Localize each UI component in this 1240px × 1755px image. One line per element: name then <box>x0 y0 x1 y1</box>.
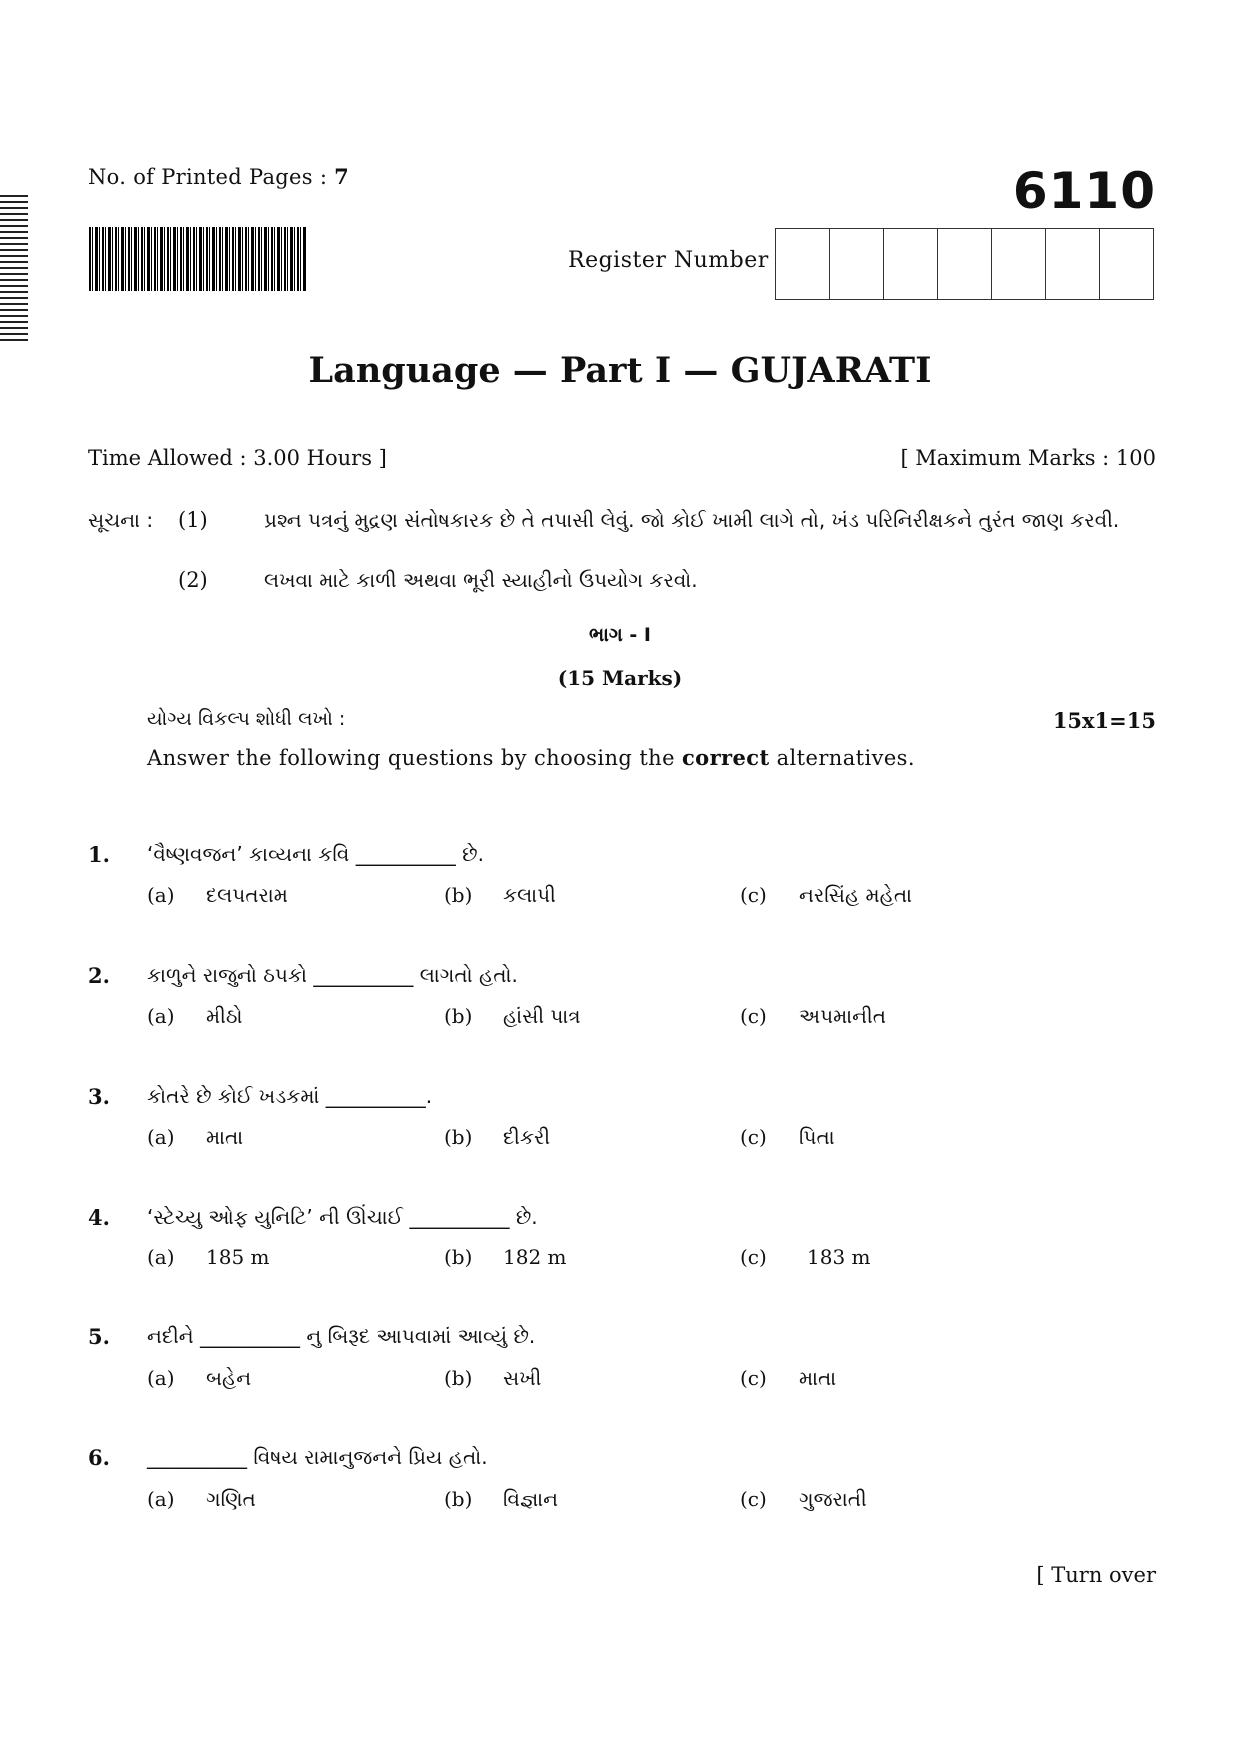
option-label: (c) <box>740 1366 767 1390</box>
part-marks: (15 Marks) <box>557 666 683 690</box>
register-digit-box <box>830 229 884 299</box>
option-label: (b) <box>444 1487 473 1511</box>
option-text: દલપતરામ <box>206 883 288 907</box>
option-label: (a) <box>147 883 175 907</box>
option-label: (a) <box>147 1004 175 1028</box>
option-label: (c) <box>740 883 767 907</box>
barcode-image <box>89 227 307 291</box>
register-number-label: Register Number <box>568 248 769 273</box>
question-text: ‘વૈષ્ણવજન’ કાવ્યના કવિ __________ છે. <box>147 842 484 866</box>
option-label: (b) <box>444 1125 473 1149</box>
option-label: (a) <box>147 1487 175 1511</box>
option-label: (c) <box>740 1487 767 1511</box>
option-text: માતા <box>206 1125 244 1149</box>
instructions-label: સૂચના : <box>88 508 154 532</box>
question-number: 2. <box>88 963 110 988</box>
register-digit-box <box>776 229 830 299</box>
question-number: 3. <box>88 1084 110 1109</box>
option-label: (b) <box>444 883 473 907</box>
option-text: 183 m <box>807 1245 871 1269</box>
edge-registration-marks <box>0 195 28 345</box>
page-title: Language — Part I — GUJARATI <box>308 350 932 391</box>
register-digit-box <box>938 229 992 299</box>
option-label: (c) <box>740 1245 767 1269</box>
option-text: 182 m <box>503 1245 567 1269</box>
choose-english-text: Answer the following questions by choosing the <box>147 746 682 770</box>
option-text: ગુજરાતી <box>799 1487 867 1511</box>
register-digit-box <box>884 229 938 299</box>
option-text: દીકરી <box>503 1125 551 1149</box>
option-text: 185 m <box>206 1245 270 1269</box>
printed-pages-label: No. of Printed Pages : <box>88 165 335 189</box>
register-digit-box <box>992 229 1046 299</box>
question-text: નદીને __________ નુ બિરૂદ આપવામાં આવ્યું છે. <box>147 1324 536 1348</box>
option-text: મીઠો <box>206 1004 243 1028</box>
option-label: (a) <box>147 1125 175 1149</box>
option-label: (c) <box>740 1125 767 1149</box>
option-label: (b) <box>444 1004 473 1028</box>
option-label: (c) <box>740 1004 767 1028</box>
option-text: હાંસી પાત્ર <box>503 1004 581 1028</box>
instruction-text: લખવા માટે કાળી અથવા ભૂરી સ્યાહીનો ઉપયોગ કરવો. <box>264 568 698 592</box>
option-text: કલાપી <box>503 883 556 907</box>
question-text: ‘સ્ટેચ્યુ ઓફ યુનિટિ’ ની ઊંચાઈ __________ છે. <box>147 1205 538 1229</box>
question-text: કાળુને રાજુનો ઠપકો __________ લાગતો હતો. <box>147 963 518 987</box>
option-text: અપમાનીત <box>799 1004 886 1028</box>
printed-pages-value: 7 <box>334 164 350 189</box>
option-text: વિજ્ઞાન <box>503 1487 559 1511</box>
option-text: નરસિંહ મહેતા <box>799 883 913 907</box>
option-label: (a) <box>147 1366 175 1390</box>
question-number: 6. <box>88 1445 110 1470</box>
instruction-text: પ્રશ્ન પત્રનું મુદ્રણ સંતોષકારક છે તે તપાસી લેવું. જો કોઈ ખામી લાગે તો, ખંડ પરિનિરીક્ષકને તુરંત જાણ કરવી. <box>264 508 1120 532</box>
register-digit-box <box>1046 229 1100 299</box>
option-label: (a) <box>147 1245 175 1269</box>
choose-instruction-gujarati: યોગ્ય વિકલ્પ શોધી લખો : <box>147 708 346 730</box>
time-allowed: Time Allowed : 3.00 Hours ] <box>88 446 387 470</box>
choose-instruction-english <box>147 745 915 770</box>
choose-english-text: alternatives. <box>769 746 915 770</box>
option-label: (b) <box>444 1245 473 1269</box>
maximum-marks: [ Maximum Marks : 100 <box>900 446 1156 470</box>
question-text: કોતરે છે કોઈ ખડકમાં __________. <box>147 1084 433 1108</box>
printed-pages <box>88 164 349 189</box>
choose-english-bold: correct <box>681 745 770 770</box>
section-marks: 15x1=15 <box>1052 708 1156 733</box>
option-label: (b) <box>444 1366 473 1390</box>
question-number: 1. <box>88 842 110 867</box>
question-number: 5. <box>88 1324 110 1349</box>
register-number-boxes <box>775 228 1154 300</box>
paper-code: 6110 <box>1012 162 1156 220</box>
question-number: 4. <box>88 1205 110 1230</box>
instruction-number: (2) <box>178 568 208 592</box>
question-text: __________ વિષય રામાનુજનને પ્રિય હતો. <box>147 1445 488 1469</box>
option-text: પિતા <box>799 1125 835 1149</box>
part-label: ભાગ - I <box>589 624 651 646</box>
register-digit-box <box>1100 229 1153 299</box>
option-text: માતા <box>799 1366 837 1390</box>
turn-over-note: [ Turn over <box>1036 1563 1156 1587</box>
instruction-number: (1) <box>178 508 208 532</box>
option-text: બહેન <box>206 1366 252 1390</box>
option-text: ગણિત <box>206 1487 256 1511</box>
option-text: સખી <box>503 1366 542 1390</box>
